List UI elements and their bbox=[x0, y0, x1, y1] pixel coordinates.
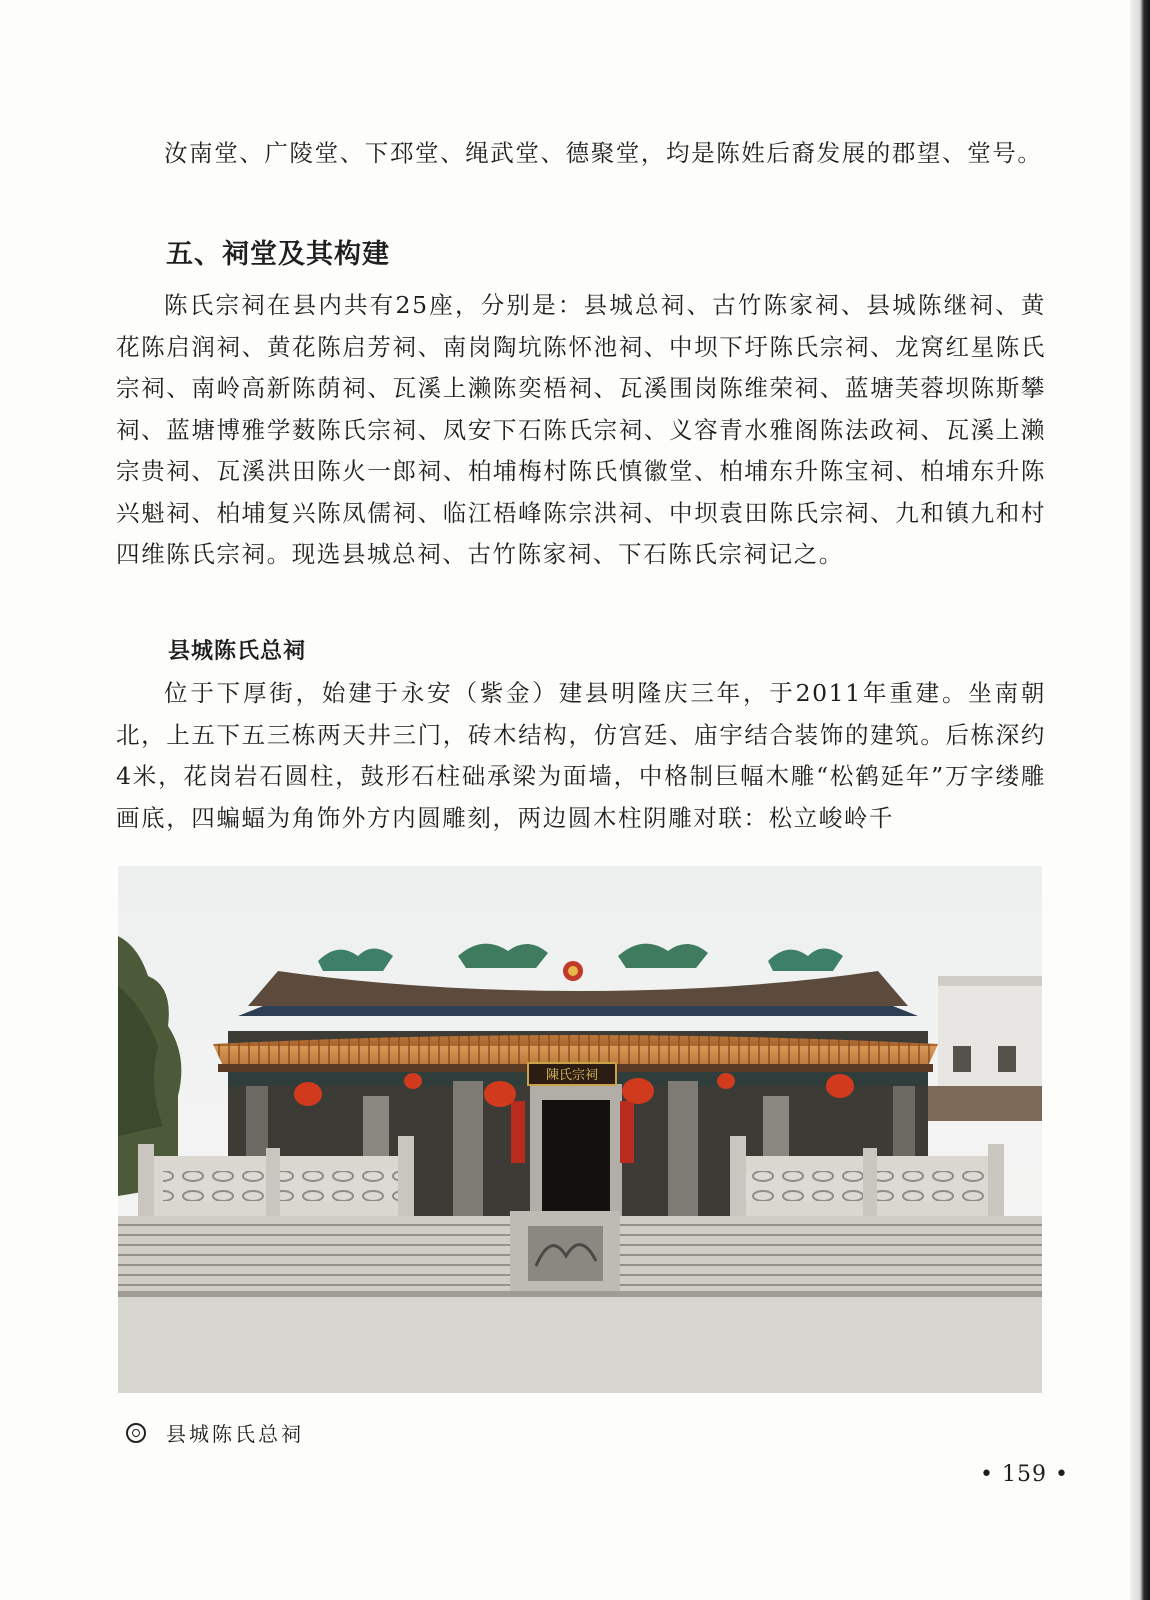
subsection-heading: 县城陈氏总祠 bbox=[168, 639, 307, 664]
page-edge-shadow bbox=[1130, 0, 1150, 1600]
paragraph-ancestral-hall-list: 陈氏宗祠在县内共有25座，分别是：县城总祠、古竹陈家祠、县城陈继祠、黄花陈启润祠、黄花陈启芳祠、南岗陶坑陈怀池祠、中坝下圩陈氏宗祠、龙窝红星陈氏宗祠、南岭高新陈荫祠、瓦溪上濑陈奕梧祠、瓦溪围岗陈维荣祠、蓝塘芙蓉坝陈斯攀祠、蓝塘博雅学薮陈氏宗祠、凤安下石陈氏宗祠、义容青水雅阁陈法政祠、瓦溪上濑宗贵祠、瓦溪洪田陈火一郎祠、柏埔梅村陈氏慎徽堂、柏埔东升陈宝祠、柏埔东升陈兴魁祠、柏埔复兴陈凤儒祠、临江梧峰陈宗洪祠、中坝袁田陈氏宗祠、九和镇九和村四维陈氏宗祠。现选县城总祠、古竹陈家祠、下石陈氏宗祠记之。 bbox=[116, 291, 1046, 568]
caption-bullet-icon bbox=[126, 1423, 146, 1443]
section-heading: 五、祠堂及其构建 bbox=[166, 239, 390, 270]
photo-caption bbox=[126, 1418, 304, 1447]
page-number: • 159 • bbox=[980, 1462, 1069, 1487]
paragraph-description: 位于下厚街，始建于永安（紫金）建县明隆庆三年，于2011年重建。坐南朝北，上五下五三栋两天井三门，砖木结构，仿宫廷、庙宇结合装饰的建筑。后栋深约4米，花岗岩石圆柱，鼓形石柱础承梁为面墙，中格制巨幅木雕“松鹤延年”万字缕雕画底，四蝙蝠为角饰外方内圆雕刻，两边圆木柱阴雕对联：松立峻岭千 bbox=[116, 679, 1046, 832]
ancestral-hall-photo bbox=[118, 866, 1042, 1393]
caption-text: 县城陈氏总祠 bbox=[166, 1422, 304, 1446]
paragraph-intro: 汝南堂、广陵堂、下邳堂、绳武堂、德聚堂，均是陈姓后裔发展的郡望、堂号。 bbox=[164, 139, 1043, 167]
plaque-text: 陳氏宗祠 bbox=[545, 1068, 599, 1083]
